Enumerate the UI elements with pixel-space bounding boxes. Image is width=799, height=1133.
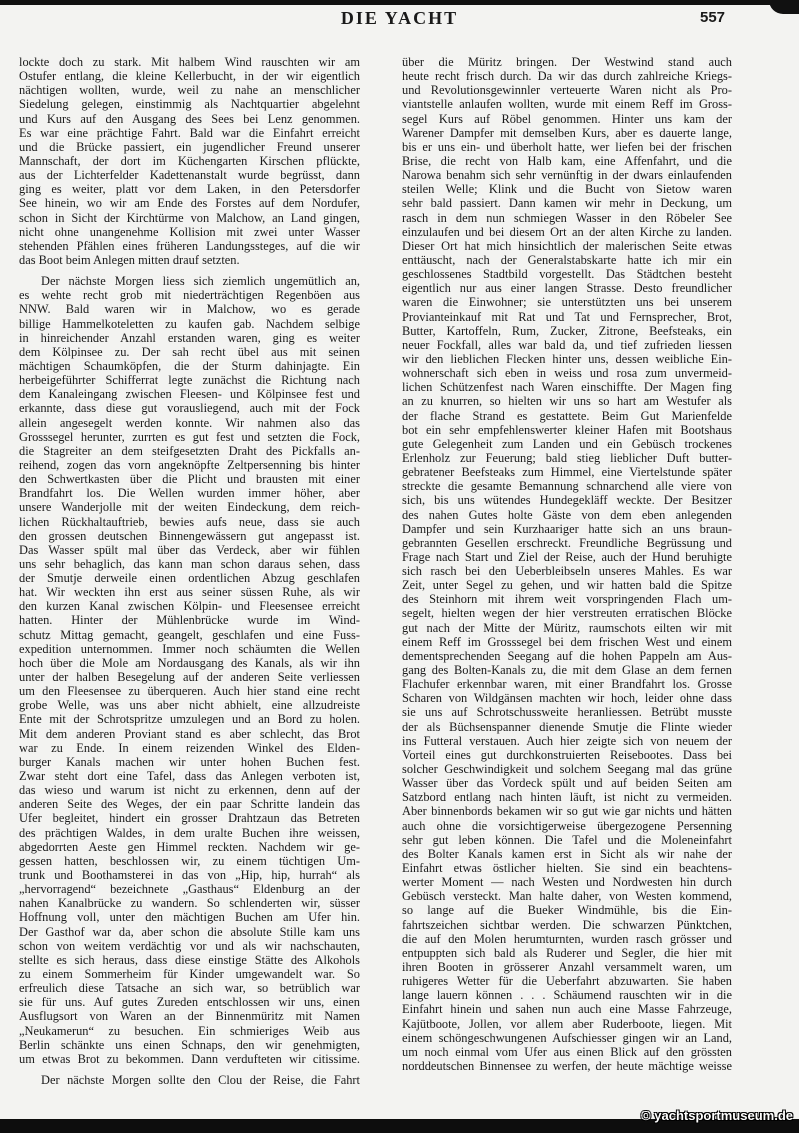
text-line: ging es weiter, platt vor dem Laken, in den Petersdorfer xyxy=(19,182,360,197)
text-line: stehenden Pfählen eines früheren Landungssteges, auf die wir xyxy=(19,238,360,253)
paragraph xyxy=(19,55,360,267)
text-line: viantstelle anlaufen wollten, wurde mit einem Reff im Gross- xyxy=(402,97,732,112)
text-line: sehr gut leben können. Die Tafel und die Moleneinfahrt xyxy=(402,832,732,847)
text-line: um etwas Brot zu bekommen. Dann verdufteten wir citissime. xyxy=(19,1051,360,1066)
text-line: einem schöngeschwungenen Aufschiesser gingen wir an Land, xyxy=(402,1030,732,1045)
text-line: steilen Welle; Klink und die Bucht von Sietow waren xyxy=(402,182,732,197)
text-line: segelt, hielten wegen der hier verstreuten erratischen Blöcke xyxy=(402,606,732,621)
scan-top-edge xyxy=(0,0,799,5)
text-line: wir den lieblichen Flecken hinter uns, dessen weibliche Ein- xyxy=(402,351,732,366)
text-line: und die Brücke passiert, ein jugendlicher Freund unserer xyxy=(19,139,360,154)
text-line: heute recht frisch durch. Da wir das durch zahlreiche Kriegs- xyxy=(402,69,732,84)
text-line: der flache Strand es gestattete. Beim Gut Marienfelde xyxy=(402,408,732,423)
text-line: Brandfahrt los. Die Wellen wurden immer höher, aber xyxy=(19,486,360,501)
text-line: werter Moment — nach Westen und Nordwesten hin durch xyxy=(402,875,732,890)
text-line: NNW. Bald waren wir in Malchow, wo es gerade xyxy=(19,302,360,317)
running-header-title: DIE YACHT xyxy=(340,8,459,28)
right-column xyxy=(402,55,732,1073)
text-line: Einfahrt hinein und sahen nun auch eine Masse Fahrzeuge, xyxy=(402,1002,732,1017)
text-line: an zu knurren, so hielten wir uns so hart am Westufer als xyxy=(402,394,732,409)
text-line: herbeigeführter Schifferrat legte zunächst die Richtung nach xyxy=(19,373,360,388)
text-line: erfreulich diese Tatsache an sich war, so betrüblich war xyxy=(19,981,360,996)
text-line: Mannschaft, der dort im Küchengarten Kirschen pflückte, xyxy=(19,153,360,168)
text-line: und Kurs auf den Ausgang des Sees bei Lenz genommen. xyxy=(19,111,360,126)
text-line: die Stagreiter an dem steifgesetzten Draht des Pickfalls an- xyxy=(19,443,360,458)
text-line: reihend, zogen das vorn angeknöpfte Zeltpersenning bis hinter xyxy=(19,457,360,472)
text-line: gute Gelegenheit zum Landen und ein Gebüsch trockenes xyxy=(402,436,732,451)
text-line: sie uns auf Schrotschussweite heranliessen. Betrübt musste xyxy=(402,705,732,720)
text-line: gebrannten Gesellen erschreckt. Freundliche Begrüssung und xyxy=(402,535,732,550)
text-line: aus der Lichterfelder Kadettenanstalt wurde begrüsst, dann xyxy=(19,168,360,183)
text-line: Brise, die recht von Halb kam, eine Affenfahrt, und die xyxy=(402,153,732,168)
text-line: erkannte, dass diese gut vorausliegend, auch mit der Fock xyxy=(19,401,360,416)
text-line: sie für uns. Auf gutes Zureden entschlossen wir uns, einen xyxy=(19,995,360,1010)
text-line: allein angesegelt werden konnte. Wir nahmen also das xyxy=(19,415,360,430)
text-line: Vorteil eines gut durchkonstruierten Reisebootes. Dass bei xyxy=(402,747,732,762)
text-line: die auf den Molen herumturnten, wurden rasch grösser und xyxy=(402,931,732,946)
text-line: Berlin schänkte uns einen Schnaps, den wir genehmigten, xyxy=(19,1037,360,1052)
text-line: Provianteinkauf mit Rat und Tat und Fernsprecher, Brot, xyxy=(402,309,732,324)
text-line: solcher Geschwindigkeit und solchem Seegang mal das grüne xyxy=(402,762,732,777)
text-line: norddeutschen Binnensee zu werfen, der heute mächtige weisse xyxy=(402,1058,732,1073)
text-line: es wehte recht grob mit niederträchtigen Regenböen aus xyxy=(19,288,360,303)
text-line: um noch einmal vom Ufer aus einen Blick auf den grössten xyxy=(402,1044,732,1059)
text-line: so lange auf die Bueker Windmühle, bis die Ein- xyxy=(402,903,732,918)
text-line: ruhigeres Wetter für die Ueberfahrt abzuwarten. Sie haben xyxy=(402,974,732,989)
text-line: hat. Wir weckten ihn erst aus seiner süssen Ruhe, als wir xyxy=(19,585,360,600)
text-line: Zeit, unter Segel zu gehen, und wir hatten bald die Spitze xyxy=(402,578,732,593)
text-line: ihren Booten in grösserer Anzahl versammelt waren, um xyxy=(402,960,732,974)
text-line: Es war eine prächtige Fahrt. Bald war die Einfahrt erreicht xyxy=(19,125,360,140)
text-line: Scharen von Wildgänsen machten wir hoch, leider ohne dass xyxy=(402,691,732,706)
text-line: der Smutje derweile einen ordentlichen Abzug geschlafen xyxy=(19,571,360,586)
text-line: Grosssegel herunter, zurrten es gut fest und setzten die Fock, xyxy=(19,429,360,444)
text-line: uns sehr behaglich, das kann man schon daraus sehen, dass xyxy=(19,556,360,571)
text-line: „Neukamerun“ zu besuchen. Ein schmieriges Weib aus xyxy=(19,1023,360,1038)
text-line: des Bolter Kanals kamen erst in Sicht als wir nahe der xyxy=(402,846,732,861)
text-line: der als Büchsenspanner dienende Smutje die Flinte wieder xyxy=(402,719,732,734)
text-line: schutz Mittag gemacht, geangelt, geschlafen und eine Fuss- xyxy=(19,627,360,642)
text-line: nächtigen wollten, wurde, weil zu nahe an menschlicher xyxy=(19,83,360,98)
text-line: bis er uns ein- und überholt hatte, wer liefen bei der frischen xyxy=(402,139,732,154)
text-line: dementsprechenden Seegang auf die hohen Pappeln am Aus- xyxy=(402,648,732,663)
text-line: neuer Fockfall, alles war bald da, und tief zufrieden liessen xyxy=(402,337,732,352)
text-line: zu einem Sommerheim für Kinder umgewandelt war. So xyxy=(19,967,360,981)
text-line: streckte die gesamte Bemannung schnarchend alle viere von xyxy=(402,479,732,494)
text-line: einzulaufen und bei diesem Ort an der alten Kirche zu landen. xyxy=(402,224,732,239)
text-line: hatten. Hinter der Mühlenbrücke wurde im Wind- xyxy=(19,613,360,628)
text-line: nicht ohne unangenehme Kollision mit zwei unter Wasser xyxy=(19,224,360,239)
text-line: Der nächste Morgen liess sich ziemlich ungemütlich an, xyxy=(41,274,360,289)
text-line: expedition unternommen. Immer noch schäumten die Wellen xyxy=(19,641,360,656)
page-number: 557 xyxy=(700,9,726,26)
text-line: Zwar steht dort eine Tafel, dass das Anlegen verboten ist, xyxy=(19,769,360,784)
text-line: sich rasch bei den Ueberbleibseln unseres Mahles. Es war xyxy=(402,564,732,579)
text-line: sehr bald passiert. Dann kamen wir mehr in Deckung, um xyxy=(402,196,732,211)
text-line: entpuppten sich bald als Ruderer und Segler, die hier mit xyxy=(402,945,732,960)
text-line: Mit dem anderen Proviant stand es aber schlecht, das Brot xyxy=(19,726,360,741)
text-line: des nahen Gutes holte Gäste von dem eben anlegenden xyxy=(402,507,732,522)
text-line: bot ein sehr empfehlenswerter kleiner Hafen mit Bootshaus xyxy=(402,422,732,437)
text-line: unsere Wanderjolle mit der weiten Eindeckung, dem reich- xyxy=(19,500,360,515)
text-line: wohnerschaft sich eben in weiss und rosa zum unvermeid- xyxy=(402,366,732,381)
text-line: burger Kanals machen wir unter hohen Buchen fest. xyxy=(19,754,360,769)
text-line: gessen hatten, beschlossen wir, zu einem tüchtigen Um- xyxy=(19,853,360,868)
text-line: Der Gasthof war da, aber schon die absolute Stille kam uns xyxy=(19,924,360,939)
paragraph xyxy=(19,1073,360,1087)
text-line: abgedorrten Aeste gen Himmel reckten. Nachdem wir ge- xyxy=(19,839,360,854)
text-line: eigentlich nur aus einer langen Strasse. Desto freundlicher xyxy=(402,281,732,296)
text-line: gut nach der Mitte der Müritz, raumschots eilten wir mit xyxy=(402,620,732,635)
text-line: Gebüsch versteckt. Man halte daher, von Westen kommend, xyxy=(402,889,732,904)
text-line: nahen Kanalbrücke zu wandern. So schlenderten wir, süsser xyxy=(19,896,360,911)
text-line: billige Hammelkoteletten zu kaufen gab. Nachdem selbige xyxy=(19,316,360,331)
left-column xyxy=(19,55,360,1087)
text-line: gebratener Beefsteaks zum Himmel, eine Viertelstunde später xyxy=(402,465,732,480)
text-line: um den Fleesensee zu überqueren. Auch hier stand eine recht xyxy=(19,684,360,699)
text-line: rasch in dem nun schmiegen Wasser in den Röbeler See xyxy=(402,210,732,225)
text-line: Ostufer entlang, die kleine Kellerbucht, in der wir eigentlich xyxy=(19,69,360,84)
text-line: einem Reff im Grosssegel bei dem frischen West und einem xyxy=(402,634,732,649)
text-line: und Revolutionsgewinnler verteuerte Waren nicht als Pro- xyxy=(402,83,732,98)
text-line: geschlossenes Stadtbild vorgestellt. Das Städtchen besteht xyxy=(402,267,732,282)
text-line: Wasser über das Vordeck spült und auf beiden Seiten am xyxy=(402,776,732,791)
text-line: Frage nach Start und Ziel der Reise, auch der Hund beruhigte xyxy=(402,549,732,564)
text-line: den Schwertkasten über die Plicht und brausten mit einer xyxy=(19,472,360,487)
text-line: gang des Bolten-Kanals zu, die mit dem Glase an dem fernen xyxy=(402,663,732,678)
text-line: lockte doch zu stark. Mit halbem Wind rauschten wir am xyxy=(19,55,360,69)
paragraph xyxy=(19,274,360,1066)
text-line: grobe Welle, was uns aber nicht abhielt, eine allzudreiste xyxy=(19,698,360,713)
text-line: dem Kölpinsee zu. Der sah recht übel aus mit seinen xyxy=(19,344,360,359)
text-line: Erlenholz zur Feuerung; bald stieg lieblicher Duft butter- xyxy=(402,450,732,465)
text-line: Aber binnenbords bekamen wir so gut wie gar nichts und hätten xyxy=(402,804,732,819)
paragraph xyxy=(402,55,732,1073)
text-line: Ausflugsort von Waren an der Binnenmüritz mit Namen xyxy=(19,1009,360,1024)
text-line: dem Kanaleingang zwischen Fleesen- und Kölpinsee fest und xyxy=(19,387,360,402)
text-line: den grossen deutschen Binnengewässern gut angepasst ist. xyxy=(19,528,360,543)
text-line: segel Kurs auf Röbel genommen. Hinter uns kam der xyxy=(402,111,732,126)
text-line: Der nächste Morgen sollte den Clou der Reise, die Fahrt xyxy=(41,1072,360,1087)
text-line: Narowa benahm sich sehr vernünftig in der dwars einlaufenden xyxy=(402,168,732,183)
text-line: Ente mit der Schrotspritze umzulegen und an Bord zu holen. xyxy=(19,712,360,727)
text-line: mächtigen Schaumköpfen, die der Sturm dahinjagte. Ein xyxy=(19,358,360,373)
text-line: waren die Einwohner; sie unterstützten uns bei unserem xyxy=(402,295,732,310)
text-line: das Boot beim Anlegen mitten drauf setzten. xyxy=(19,252,240,267)
text-line: Siedelung gelegen, einstimmig als Nachtquartier abgelehnt xyxy=(19,97,360,112)
text-line: Flachufer erkennbar waren, mit einer Brandfahrt los. Grosse xyxy=(402,677,732,692)
text-line: in hinreichender Anzahl erstanden waren, ging es weiter xyxy=(19,330,360,345)
text-line: Das Wasser spült mal über das Verdeck, aber wir fühlen xyxy=(19,542,360,557)
text-line: lichen Rückhaltauftrieb, bewies aufs neue, dass sie auch xyxy=(19,514,360,529)
text-line: fahrtszeichen sichtbar werden. Die schwarzen Pünktchen, xyxy=(402,917,732,932)
text-line: des prächtigen Waldes, in dem uralte Buchen ihre weissen, xyxy=(19,825,360,840)
text-line: schon in Sicht der Kirchtürme von Malchow, an Land gingen, xyxy=(19,210,360,225)
text-line: über die Müritz bringen. Der Westwind stand auch xyxy=(402,55,732,69)
text-line: lichen Schützenfest nach Waren einschiffte. Der Magen fing xyxy=(402,380,732,395)
text-line: Satzbord entlang nach hinten läuft, ist nicht zu vermeiden. xyxy=(402,790,732,805)
text-line: ins Futteral verstauen. Auch hier zeigte sich von neuem der xyxy=(402,733,732,748)
text-line: Ufer begleitet, hindert ein grosser Drahtzaun das Betreten xyxy=(19,811,360,826)
text-line: den kurzen Kanal zwischen Kölpin- und Fleesensee erreicht xyxy=(19,599,360,614)
text-line: „hervorragend“ bezeichnete „Gasthaus“ Eldenburg an der xyxy=(19,882,360,897)
text-line: unter der halben Besegelung auf der anderen Seite verliessen xyxy=(19,670,360,685)
text-line: Kajütboote, Jollen, vor allem aber Ruderboote, liegen. Mit xyxy=(402,1016,732,1031)
text-line: war zu Ende. In einem reizenden Winkel des Elden- xyxy=(19,740,360,755)
text-line: trunk und Boothamsterei in das von „Hip, hip, hurrah“ als xyxy=(19,868,360,883)
text-line: Dieser Ort hat mich hinsichtlich der malerischen Seite etwas xyxy=(402,238,732,253)
text-line: schon von weitem verdächtig vor und als wir nachschauten, xyxy=(19,938,360,953)
text-line: das wieso und warum ist nicht zu erkennen, denn auf der xyxy=(19,783,360,798)
text-line: lange lauern können . . . Schäumend rauschten wir in die xyxy=(402,988,732,1003)
text-line: Einfahrt etwas östlicher hielten. Sie sind ein beachtens- xyxy=(402,861,732,876)
text-line: Butter, Kartoffeln, Rum, Zucker, Zitrone, Beefsteaks, ein xyxy=(402,323,732,338)
watermark: © yachtsportmuseum.de xyxy=(641,1108,793,1123)
text-line: des Steinhorn mit ihrem weit vorspringenden Flach um- xyxy=(402,592,732,607)
text-line: hoch über die Mole am Nordausgang des Kanals, als wir ihn xyxy=(19,655,360,670)
text-line: Hoffnung voll, unter den mächtigen Buchen am Ufer hin. xyxy=(19,910,360,925)
text-line: anderen Seite des Weges, der ein paar Schritte landein das xyxy=(19,797,360,812)
text-line: Warener Dampfer mit demselben Kurs, aber es dauerte lange, xyxy=(402,125,732,140)
text-line: enttäuscht, nach der Generalstabskarte hatte ich mir ein xyxy=(402,252,732,267)
text-line: sich, bis uns wütendes Hundegekläff weckte. Der Besitzer xyxy=(402,493,732,508)
text-line: Dampfer und sein Kurzhaariger hatte sich an uns braun- xyxy=(402,521,732,536)
text-line: auch ohne die vorsichtigerweise übergezogene Persenning xyxy=(402,818,732,833)
text-line: See hinein, wo wir am Ende des Forstes auf dem Nordufer, xyxy=(19,196,360,211)
text-line: stellte es sich heraus, dass diese einstige Stätte des Alkohols xyxy=(19,952,360,967)
